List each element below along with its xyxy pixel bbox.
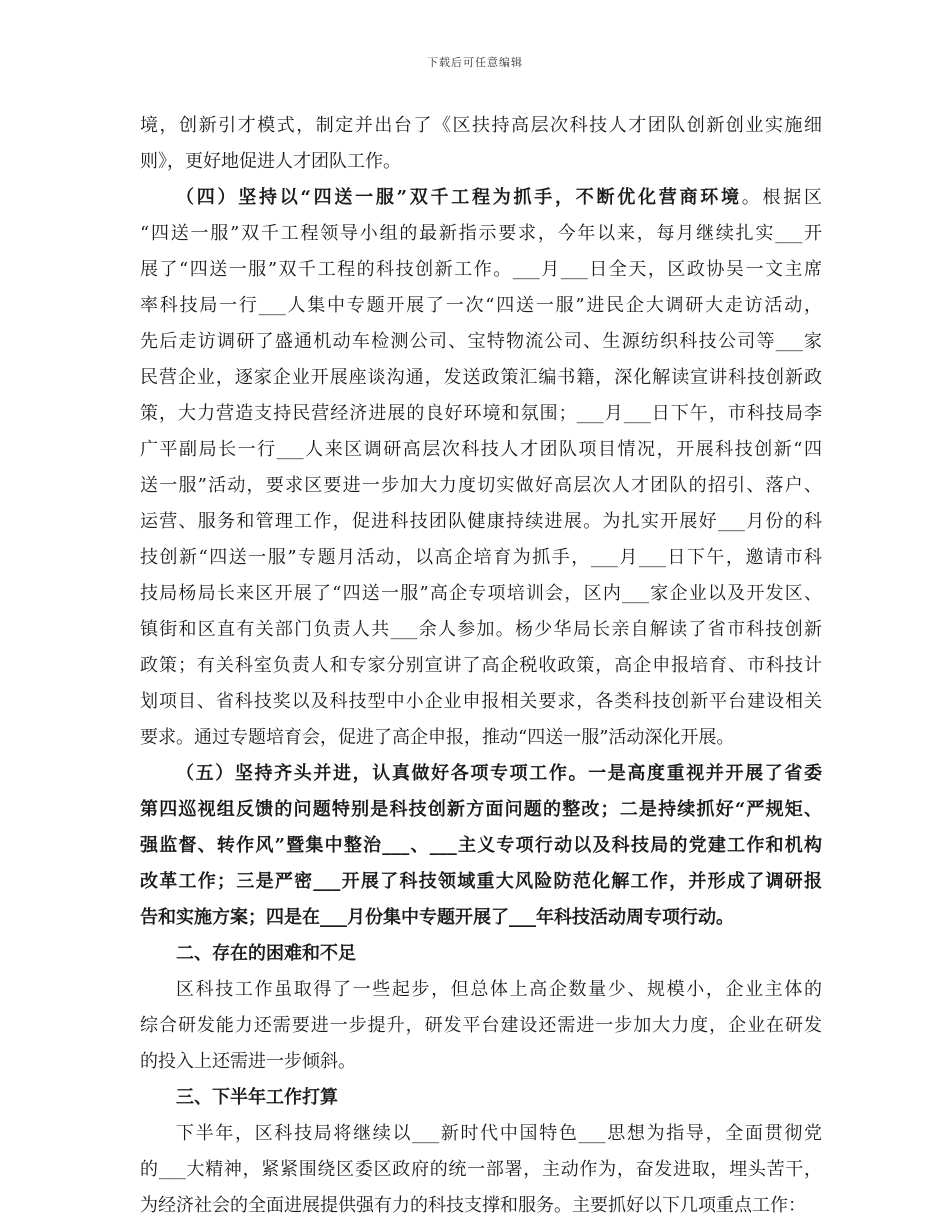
text-line: [140, 360, 822, 396]
text-segment: 运营、服务和管理工作，促进科技团队健康持续进展。为扎实开展好___月份的科: [140, 511, 822, 532]
text-line: [140, 324, 822, 360]
document-body: [140, 108, 822, 1224]
text-segment: 要求。通过专题培育会，促进了高企申报，推动“四送一服”活动深化开展。: [140, 727, 735, 748]
page-header: 下载后可任意编辑: [427, 56, 523, 69]
text-segment: 策，大力营造支持民营经济进展的良好环境和氛围；___月___日下午，市科技局李: [140, 403, 822, 424]
bold-text-segment: （四）坚持以“四送一服”双千工程为抓手，不断优化营商环境: [176, 187, 742, 208]
text-segment: 则》，更好地促进人才团队工作。: [140, 151, 401, 172]
text-segment: 先后走访调研了盛通机动车检测公司、宝特物流公司、生源纺织科技公司等___家: [140, 331, 822, 352]
text-line: [140, 144, 822, 180]
text-line: [140, 1116, 822, 1152]
bold-text-segment: 强监督、转作风”暨集中整治___、___主义专项行动以及科技局的党建工作和机构: [140, 835, 822, 856]
text-line: [140, 828, 822, 864]
text-segment: 政策；有关科室负责人和专家分别宣讲了高企税收政策，高企申报培育、市科技计: [140, 655, 822, 676]
text-line: [140, 396, 822, 432]
text-line: [140, 936, 822, 972]
text-segment: 送一服”活动，要求区要进一步加大力度切实做好高层次人才团队的招引、落户、: [140, 475, 822, 496]
text-segment: 境，创新引才模式，制定并出台了《区扶持高层次科技人才团队创新创业实施细: [140, 115, 822, 136]
text-line: [140, 576, 822, 612]
text-line: [140, 1152, 822, 1188]
text-line: [140, 792, 822, 828]
text-line: [140, 252, 822, 288]
text-line: [140, 1044, 822, 1080]
text-line: [140, 648, 822, 684]
bold-text-segment: 改革工作；三是严密___开展了科技领域重大风险防范化解工作，并形成了调研报: [140, 871, 822, 892]
text-line: [140, 864, 822, 900]
text-line: [140, 972, 822, 1008]
text-segment: 综合研发能力还需要进一步提升，研发平台建设还需进一步加大力度，企业在研发: [140, 1015, 822, 1036]
bold-text-segment: 告和实施方案；四是在___月份集中专题开展了___年科技活动周专项行动。: [140, 907, 734, 928]
text-segment: 区科技工作虽取得了一些起步，但总体上高企数量少、规模小，企业主体的: [176, 979, 822, 1000]
text-line: [140, 108, 822, 144]
text-segment: 技创新“四送一服”专题月活动，以高企培育为抓手，___月___日下午，邀请市科: [140, 547, 822, 568]
text-segment: 的___大精神，紧紧围绕区委区政府的统一部署，主动作为，奋发进取，埋头苦干，: [140, 1159, 822, 1180]
text-segment: 率科技局一行___人集中专题开展了一次“四送一服”进民企大调研大走访活动，: [140, 295, 822, 316]
text-line: [140, 504, 822, 540]
text-line: [140, 612, 822, 648]
text-line: [140, 1080, 822, 1116]
text-segment: 下半年，区科技局将继续以___新时代中国特色___思想为指导，全面贯彻党: [176, 1123, 822, 1144]
text-segment: 划项目、省科技奖以及科技型中小企业申报相关要求，各类科技创新平台建设相关: [140, 691, 822, 712]
text-line: [140, 1188, 822, 1224]
bold-text-segment: 第四巡视组反馈的问题特别是科技创新方面问题的整改；二是持续抓好“严规矩、: [140, 799, 822, 820]
text-line: [140, 756, 822, 792]
text-line: [140, 180, 822, 216]
text-line: [140, 1008, 822, 1044]
text-segment: 的投入上还需进一步倾斜。: [140, 1051, 356, 1072]
text-line: [140, 684, 822, 720]
text-line: [140, 288, 822, 324]
text-segment: 。根据区: [741, 187, 822, 208]
bold-text-segment: （五）坚持齐头并进，认真做好各项专项工作。一是高度重视并开展了省委: [176, 763, 822, 784]
text-line: [140, 720, 822, 756]
bold-text-segment: 二、存在的困难和不足: [176, 943, 356, 964]
text-segment: 展了“四送一服”双千工程的科技创新工作。___月___日全天，区政协吴一文主席: [140, 259, 822, 280]
text-line: [140, 468, 822, 504]
text-line: [140, 540, 822, 576]
bold-text-segment: 三、下半年工作打算: [176, 1087, 338, 1108]
text-segment: “四送一服”双千工程领导小组的最新指示要求，今年以来，每月继续扎实___开: [140, 223, 822, 244]
text-segment: 为经济社会的全面进展提供强有力的科技支撑和服务。主要抓好以下几项重点工作：: [140, 1195, 806, 1216]
text-line: [140, 432, 822, 468]
text-segment: 镇街和区直有关部门负责人共___余人参加。杨少华局长亲自解读了省市科技创新: [140, 619, 822, 640]
text-segment: 民营企业，逐家企业开展座谈沟通，发送政策汇编书籍，深化解读宣讲科技创新政: [140, 367, 822, 388]
text-line: [140, 216, 822, 252]
text-segment: 技局杨局长来区开展了“四送一服”高企专项培训会，区内___家企业以及开发区、: [140, 583, 822, 604]
text-line: [140, 900, 822, 936]
text-segment: 广平副局长一行___人来区调研高层次科技人才团队项目情况，开展科技创新“四: [140, 439, 822, 460]
